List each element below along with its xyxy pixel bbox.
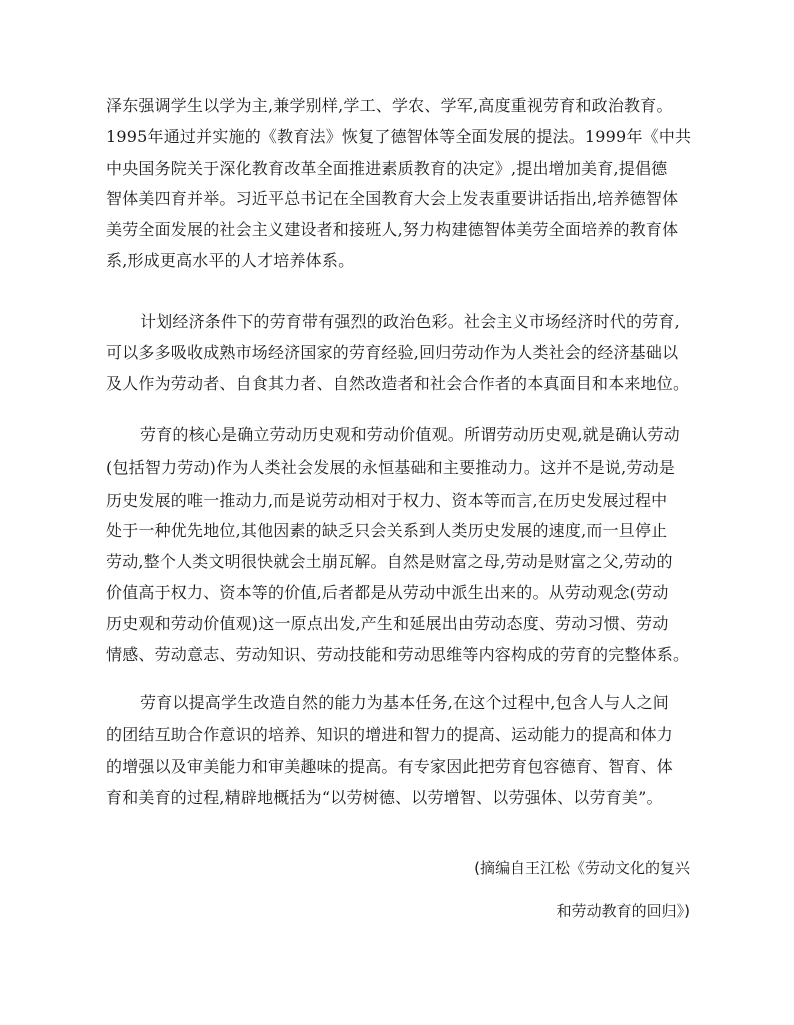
paragraph-1-line-3: 中央国务院关于深化教育改革全面推进素质教育的决定》,提出增加美育,提倡德 [106, 159, 668, 178]
paragraph-3-line-2: (包括智力劳动)作为人类社会发展的永恒基础和主要推动力。这并不是说,劳动是 [106, 458, 675, 477]
paragraph-1-line-1: 泽东强调学生以学为主,兼学别样,学工、学农、学军,高度重视劳育和政治教育。 [106, 96, 673, 115]
paragraph-1-line-4: 智体美四育并举。习近平总书记在全国教育大会上发表重要讲话指出,培养德智体 [106, 189, 679, 208]
paragraph-2-line-2: 可以多多吸收成熟市场经济国家的劳育经验,回归劳动作为人类社会的经济基础以 [106, 343, 679, 362]
paragraph-3-line-8: 情感、劳动意志、劳动知识、劳动技能和劳动思维等内容构成的劳育的完整体系。 [106, 645, 690, 664]
paragraph-2-line-3: 及人作为劳动者、自食其力者、自然改造者和社会合作者的本真面目和本来地位。 [106, 374, 690, 393]
paragraph-1-line-2: 1995年通过并实施的《教育法》恢复了德智体等全面发展的提法。1999年《中共 [106, 127, 692, 146]
paragraph-3-line-7: 历史观和劳动价值观)这一原点出发,产生和延展出由劳动态度、劳动习惯、劳动 [106, 614, 669, 633]
paragraph-3-line-4: 处于一种优先地位,其他因素的缺乏只会关系到人类历史发展的速度,而一旦停止 [106, 521, 668, 540]
paragraph-3-line-3: 历史发展的唯一推动力,而是说劳动相对于权力、资本等而言,在历史发展过程中 [106, 491, 668, 510]
paragraph-1-line-6: 系,形成更高水平的人才培养体系。 [106, 251, 355, 270]
paragraph-1-line-5: 美劳全面发展的社会主义建设者和接班人,努力构建德智体美劳全面培养的教育体 [106, 220, 679, 239]
paragraph-4-line-3: 的增强以及审美能力和审美趣味的提高。有专家因此把劳育包容德育、智育、体 [106, 757, 674, 776]
paragraph-4-line-4: 育和美育的过程,精辟地概括为“以劳树德、以劳增智、以劳强体、以劳育美”。 [106, 788, 663, 807]
paragraph-3-line-6: 价值高于权力、资本等的价值,后者都是从劳动中派生出来的。从劳动观念(劳动 [106, 583, 669, 602]
paragraph-3-line-5: 劳动,整个人类文明很快就会土崩瓦解。自然是财富之母,劳动是财富之父,劳动的 [106, 552, 673, 571]
source-citation-line-2: 和劳动教育的回归》) [556, 902, 690, 920]
paragraph-2-line-1: 计划经济条件下的劳育带有强烈的政治色彩。社会主义市场经济时代的劳育, [140, 312, 680, 331]
paragraph-3-line-1: 劳育的核心是确立劳动历史观和劳动价值观。所谓劳动历史观,就是确认劳动 [140, 425, 680, 444]
paragraph-4-line-2: 的团结互助合作意识的培养、知识的增进和智力的提高、运动能力的提高和体力 [106, 725, 674, 744]
source-citation-line-1: (摘编自王江松《劳动文化的复兴 [474, 859, 690, 877]
paragraph-4-line-1: 劳育以提高学生改造自然的能力为基本任务,在这个过程中,包含人与人之间 [140, 693, 669, 712]
